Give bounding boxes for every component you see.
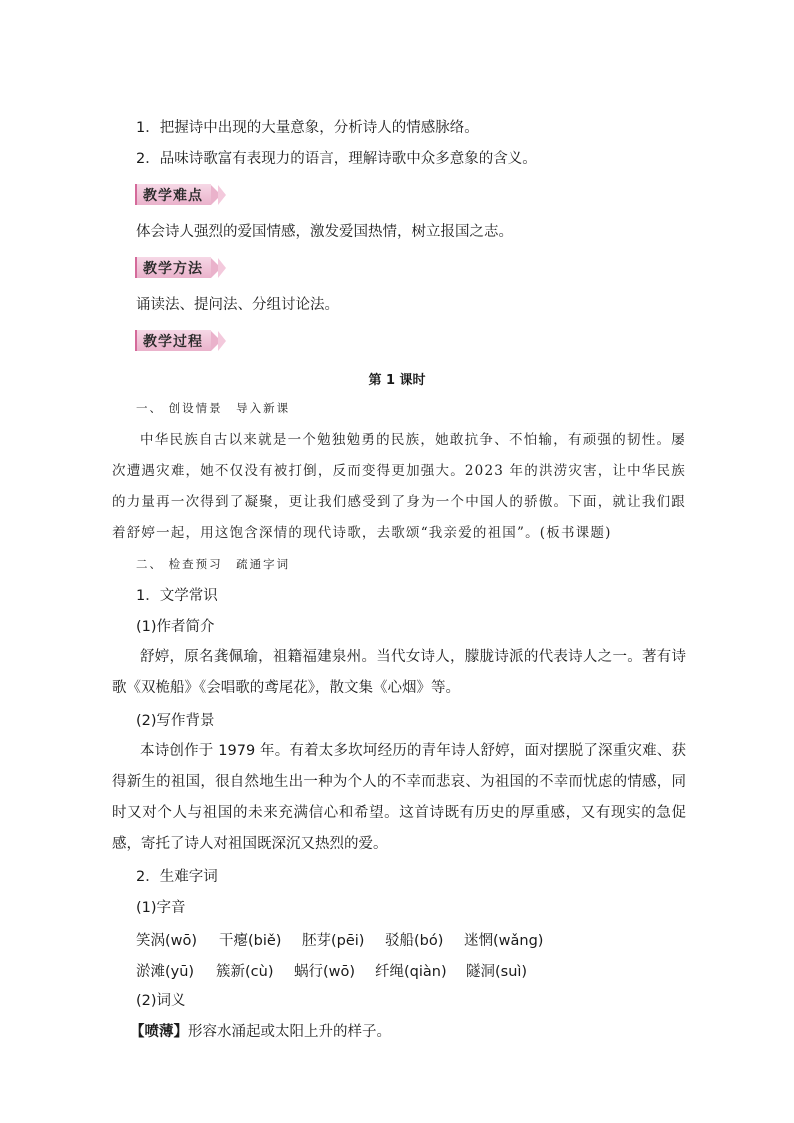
badge-label: 教学过程	[135, 330, 211, 351]
goal-1: 1．把握诗中出现的大量意象，分析诗人的情感脉络。	[136, 120, 479, 136]
badge-difficulty	[135, 184, 226, 205]
background-text-body: 本诗创作于 1979 年。有着太多坎坷经历的青年诗人舒婷，面对摆脱了深重灾难、获得新生的祖国，很自然地生出一种为个人的不幸而悲哀、为祖国的不幸而忧虑的情感，同时又对个人与祖国的未来充满信心和希望。这首诗既有历史的厚重感，又有现实的急促感，寄托了诗人对祖国既深沉又热烈的爱。	[112, 743, 686, 852]
part1-paragraph	[112, 425, 686, 549]
part1-paragraph-text: 中华民族自古以来就是一个勉独勉勇的民族，她敢抗争、不怕输，有顽强的韧性。屡次遭遇灾难，她不仅没有被打倒，反而变得更加强大。2023 年的洪涝灾害，让中华民族的力量再一次得到了凝聚，更让我们感受到了身为一个中国人的骄傲。下面，就让我们跟着舒婷一起，用这饱含深情的现代诗歌，去歌颂“我亲爱的祖国”。(板书课题)	[112, 432, 686, 541]
background-heading: (2)写作背景	[136, 713, 215, 729]
method-text: 诵读法、提问法、分组讨论法。	[136, 297, 339, 313]
meaning-entry	[130, 1022, 391, 1042]
pron-item: 驳船(bó)	[385, 933, 444, 949]
lesson-title: 第 1 课时	[368, 373, 426, 388]
badge-label: 教学难点	[135, 184, 211, 205]
pron-item: 蜗行(wō)	[294, 964, 356, 980]
meaning-term: 【喷薄】	[130, 1024, 188, 1040]
pron-row-2	[136, 960, 527, 981]
difficulty-text: 体会诗人强烈的爱国情感，激发爱国热情，树立报国之志。	[136, 224, 513, 240]
pron-item: 隧洞(suì)	[466, 964, 528, 980]
author-heading: (1)作者简介	[136, 619, 215, 635]
pron-row-1	[136, 929, 543, 950]
badge-arrow-icon	[218, 185, 226, 205]
badge-arrow-icon	[218, 258, 226, 278]
part1-heading: 一、 创设情景 导入新课	[136, 401, 291, 415]
badge-arrow-icon	[218, 331, 226, 351]
author-text-body: 舒婷，原名龚佩瑜，祖籍福建泉州。当代女诗人，朦胧诗派的代表诗人之一。著有诗歌《双桅船》《会唱歌的鸢尾花》，散文集《心烟》等。	[112, 649, 686, 696]
pron-item: 簇新(cù)	[216, 964, 274, 980]
background-text	[112, 736, 686, 860]
meaning-definition: 形容水涌起或太阳上升的样子。	[188, 1024, 391, 1040]
goal-2: 2．品味诗歌富有表现力的语言，理解诗歌中众多意象的含义。	[136, 151, 537, 167]
pron-item: 笑涡(wō)	[136, 933, 198, 949]
pron-heading: (1)字音	[136, 900, 186, 916]
meaning-heading: (2)词义	[136, 993, 186, 1009]
vocab-heading: 2．生难字词	[136, 869, 218, 885]
badge-process	[135, 330, 226, 351]
part2-heading: 二、 检查预习 疏通字词	[136, 557, 291, 571]
badge-label: 教学方法	[135, 257, 211, 278]
lit-heading: 1．文学常识	[136, 588, 218, 604]
badge-method	[135, 257, 226, 278]
pron-item: 纤绳(qiàn)	[375, 964, 447, 980]
pron-item: 迷惘(wǎng)	[464, 933, 544, 949]
pron-item: 淤滩(yū)	[136, 964, 195, 980]
pron-item: 胚芽(pēi)	[302, 933, 365, 949]
author-text	[112, 642, 686, 704]
pron-item: 干瘪(biě)	[219, 933, 282, 949]
